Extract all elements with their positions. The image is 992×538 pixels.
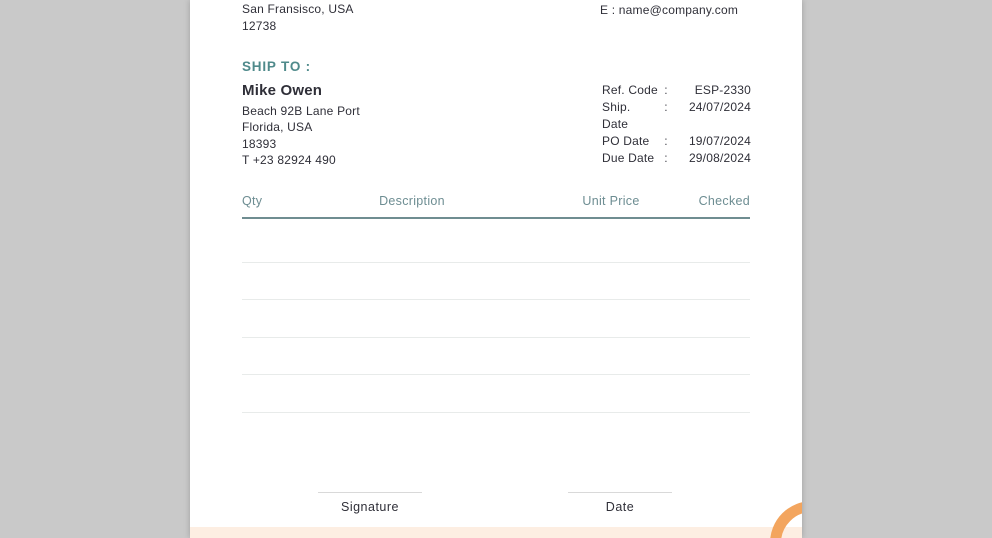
meta-label: Ship. Date: [602, 100, 631, 131]
meta-separator: :: [664, 134, 668, 148]
footer-accent-strip: [190, 527, 802, 538]
meta-separator: :: [664, 151, 668, 165]
recipient-phone: T +23 82924 490: [242, 153, 336, 168]
table-row-divider: [242, 337, 750, 338]
meta-value: 19/07/2024: [688, 134, 751, 148]
meta-label: Ref. Code: [602, 83, 658, 97]
decorative-ring: [770, 501, 802, 538]
table-header-rule: [242, 217, 750, 219]
meta-separator: :: [664, 83, 668, 97]
recipient-address-line: Beach 92B Lane Port: [242, 104, 360, 118]
date-label: Date: [605, 500, 635, 514]
recipient-address-line: 18393: [242, 136, 277, 151]
table-row-divider: [242, 374, 750, 375]
column-header-qty: Qty: [242, 194, 263, 208]
signature-line: [318, 492, 422, 493]
sender-zip: 12738: [242, 19, 277, 33]
sender-address: [242, 1, 354, 35]
meta-separator: :: [664, 100, 668, 114]
column-header-description: Description: [379, 194, 445, 208]
recipient-address: [242, 103, 360, 169]
date-line: [568, 492, 672, 493]
table-row-divider: [242, 299, 750, 300]
meta-label: PO Date: [602, 134, 650, 148]
column-header-checked: Checked: [698, 194, 750, 208]
sender-email: E : name@company.com: [600, 3, 739, 17]
meta-value: ESP-2330: [694, 83, 751, 97]
meta-label: Due Date: [602, 151, 655, 165]
column-header-unit-price: Unit Price: [582, 194, 640, 208]
meta-value: 24/07/2024: [688, 100, 751, 114]
shipment-meta: [602, 82, 751, 167]
sender-city: San Fransisco, USA: [242, 2, 354, 16]
recipient-name: Mike Owen: [242, 82, 323, 99]
ship-to-heading: SHIP TO :: [242, 59, 311, 74]
document-page: [190, 0, 802, 538]
meta-value: 29/08/2024: [688, 151, 751, 165]
recipient-address-line: Florida, USA: [242, 120, 313, 135]
table-row-divider: [242, 412, 750, 413]
table-row-divider: [242, 262, 750, 263]
signature-label: Signature: [340, 500, 399, 514]
